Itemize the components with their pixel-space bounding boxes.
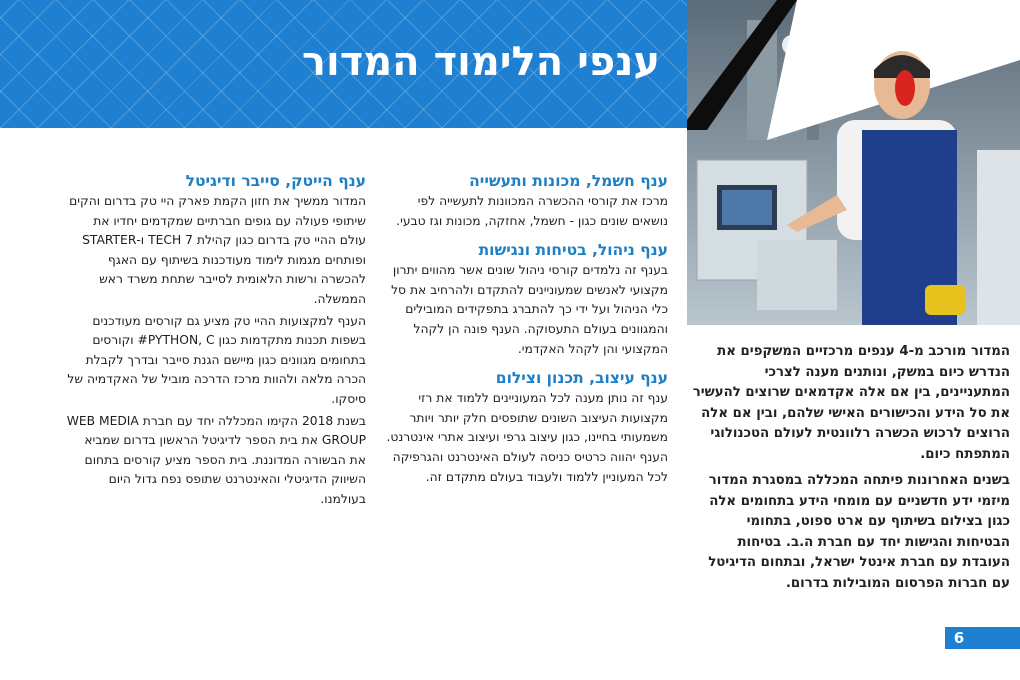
branch-industry: [386, 170, 668, 231]
branch-design: [386, 367, 668, 487]
intro-paragraph-2: בשנים האחרונות פיתחה המכללה במסגרת המדור מיזמי ידע חדשניים עם מומחי הידע בתחומים אלה כגון בצילום בשיתוף עם ארט ספוט, בתחומי הבטיחות והגישות יחד עם חברת ה.ב. בטיחות העובדת עם חברת אינטל ישראל, ובתחום הדיגיטל עם חברות הפרסום המובילות בדרום.: [708, 473, 1010, 591]
branch-design-heading: ענף עיצוב, תכנון וצילום: [495, 369, 668, 388]
branch-hitech-paragraph-3: בשנת 2018 הקימו המכללה יחד עם חברת WEB MEDIA GROUP את בית הספר לדיגיטל הראשון בדרום שמביא את הבשורה המדוננת. בית הספר מציע קורסים בתחום השיווק הדיגיטלי והאינטרנט שתופס נפח גדול היום בעולמנו.: [66, 413, 366, 506]
branch-hitech-paragraph-1: המדור ממשיך את חזון הקמת פארק היי טק בדרום והקים שיתופי פעולה עם גופים חברתיים שמקדמים יחדיו את עולם ההיי טק בדרום כגון קהילת 7 TECH ו-STARTER ופותחים מגמות לימוד מעודכנות בשיתוף עם האגף להכשרה ורשות הלאומית לסייבר שתחת משרד ראש הממשלה.: [69, 194, 366, 306]
branch-management-text: בענף זה נלמדים קורסי ניהול שונים אשר מהווים יתרון מקצועי לאנשים שמעוניינים להתקדם ולהרחיב את סל כלי הניהול ועל ידי כך להתברג בתפקידים המובילים והמגוונים בעולם התעסוקה. הענף פונה הן לקהל המקצועי והן לקהל האקדמי.: [391, 263, 668, 356]
branches-middle-column: [386, 170, 668, 495]
branch-industry-text: מרכז את קורסי ההכשרה המכוונות לתעשייה לפי נושאים שונים כגון - חשמל, אחזקה, מכונות וגז טבעי.: [396, 194, 668, 228]
factory-worker-illustration: [687, 0, 1020, 325]
worker-photo: [687, 0, 1020, 325]
branch-management: [386, 239, 668, 359]
intro-paragraph-1: המדור מורכב מ-4 ענפים מרכזיים המשקפים את הנדרש כיום במשק, ונותנים מענה לצרכי המתעניינים, בין אם אלה אקדמאים שרוצים להעשיר את סל הידע והכישורים האישי שלהם, ובין אם אלה הרוצים לרכוש הכשרה רלוונטית לעולם הטכנולוגי המתפתח כיום.: [692, 344, 1010, 462]
branch-hitech-heading: ענף הייטק, סייבר ודיגיטל: [185, 172, 366, 190]
branch-hitech: [66, 170, 366, 512]
branch-hitech-paragraph-2: הענף למקצועות ההיי טק מציע גם קורסים מעודכנים בשפות תכנות מתקדמות כגון PYTHON, C# וקורסים בתחומים מגוונים כגון מיישם הגנת סייבר ובדרך לקבלת הכרה מלאה ולהוות מרכז הדרכה מוביל של האקדמיה של סיסקו.: [67, 313, 366, 406]
branch-management-heading: ענף ניהול, בטיחות ונגישות: [478, 241, 668, 260]
page-title: ענפי הלימוד המדור: [301, 39, 660, 85]
branch-design-text: ענף זה נותן מענה לכל המעוניינים ללמוד את רזי מקצועות העיצוב השונים שתופסים חלק יותר ויותר משמעותי בחיינו, כגון עיצוב גרפי ועיצוב אתרי אינטרנט. הענף יהווה כרטיס כניסה לעולם האינטרנט והגרפיקה לכל המעוניין ללמוד ולעבוד בעולם מתקדם זה.: [386, 391, 668, 484]
page-number: 6: [953, 629, 965, 647]
branch-industry-heading: ענף חשמל, מכונות ותעשייה: [469, 172, 668, 190]
intro-text: [690, 342, 1010, 600]
